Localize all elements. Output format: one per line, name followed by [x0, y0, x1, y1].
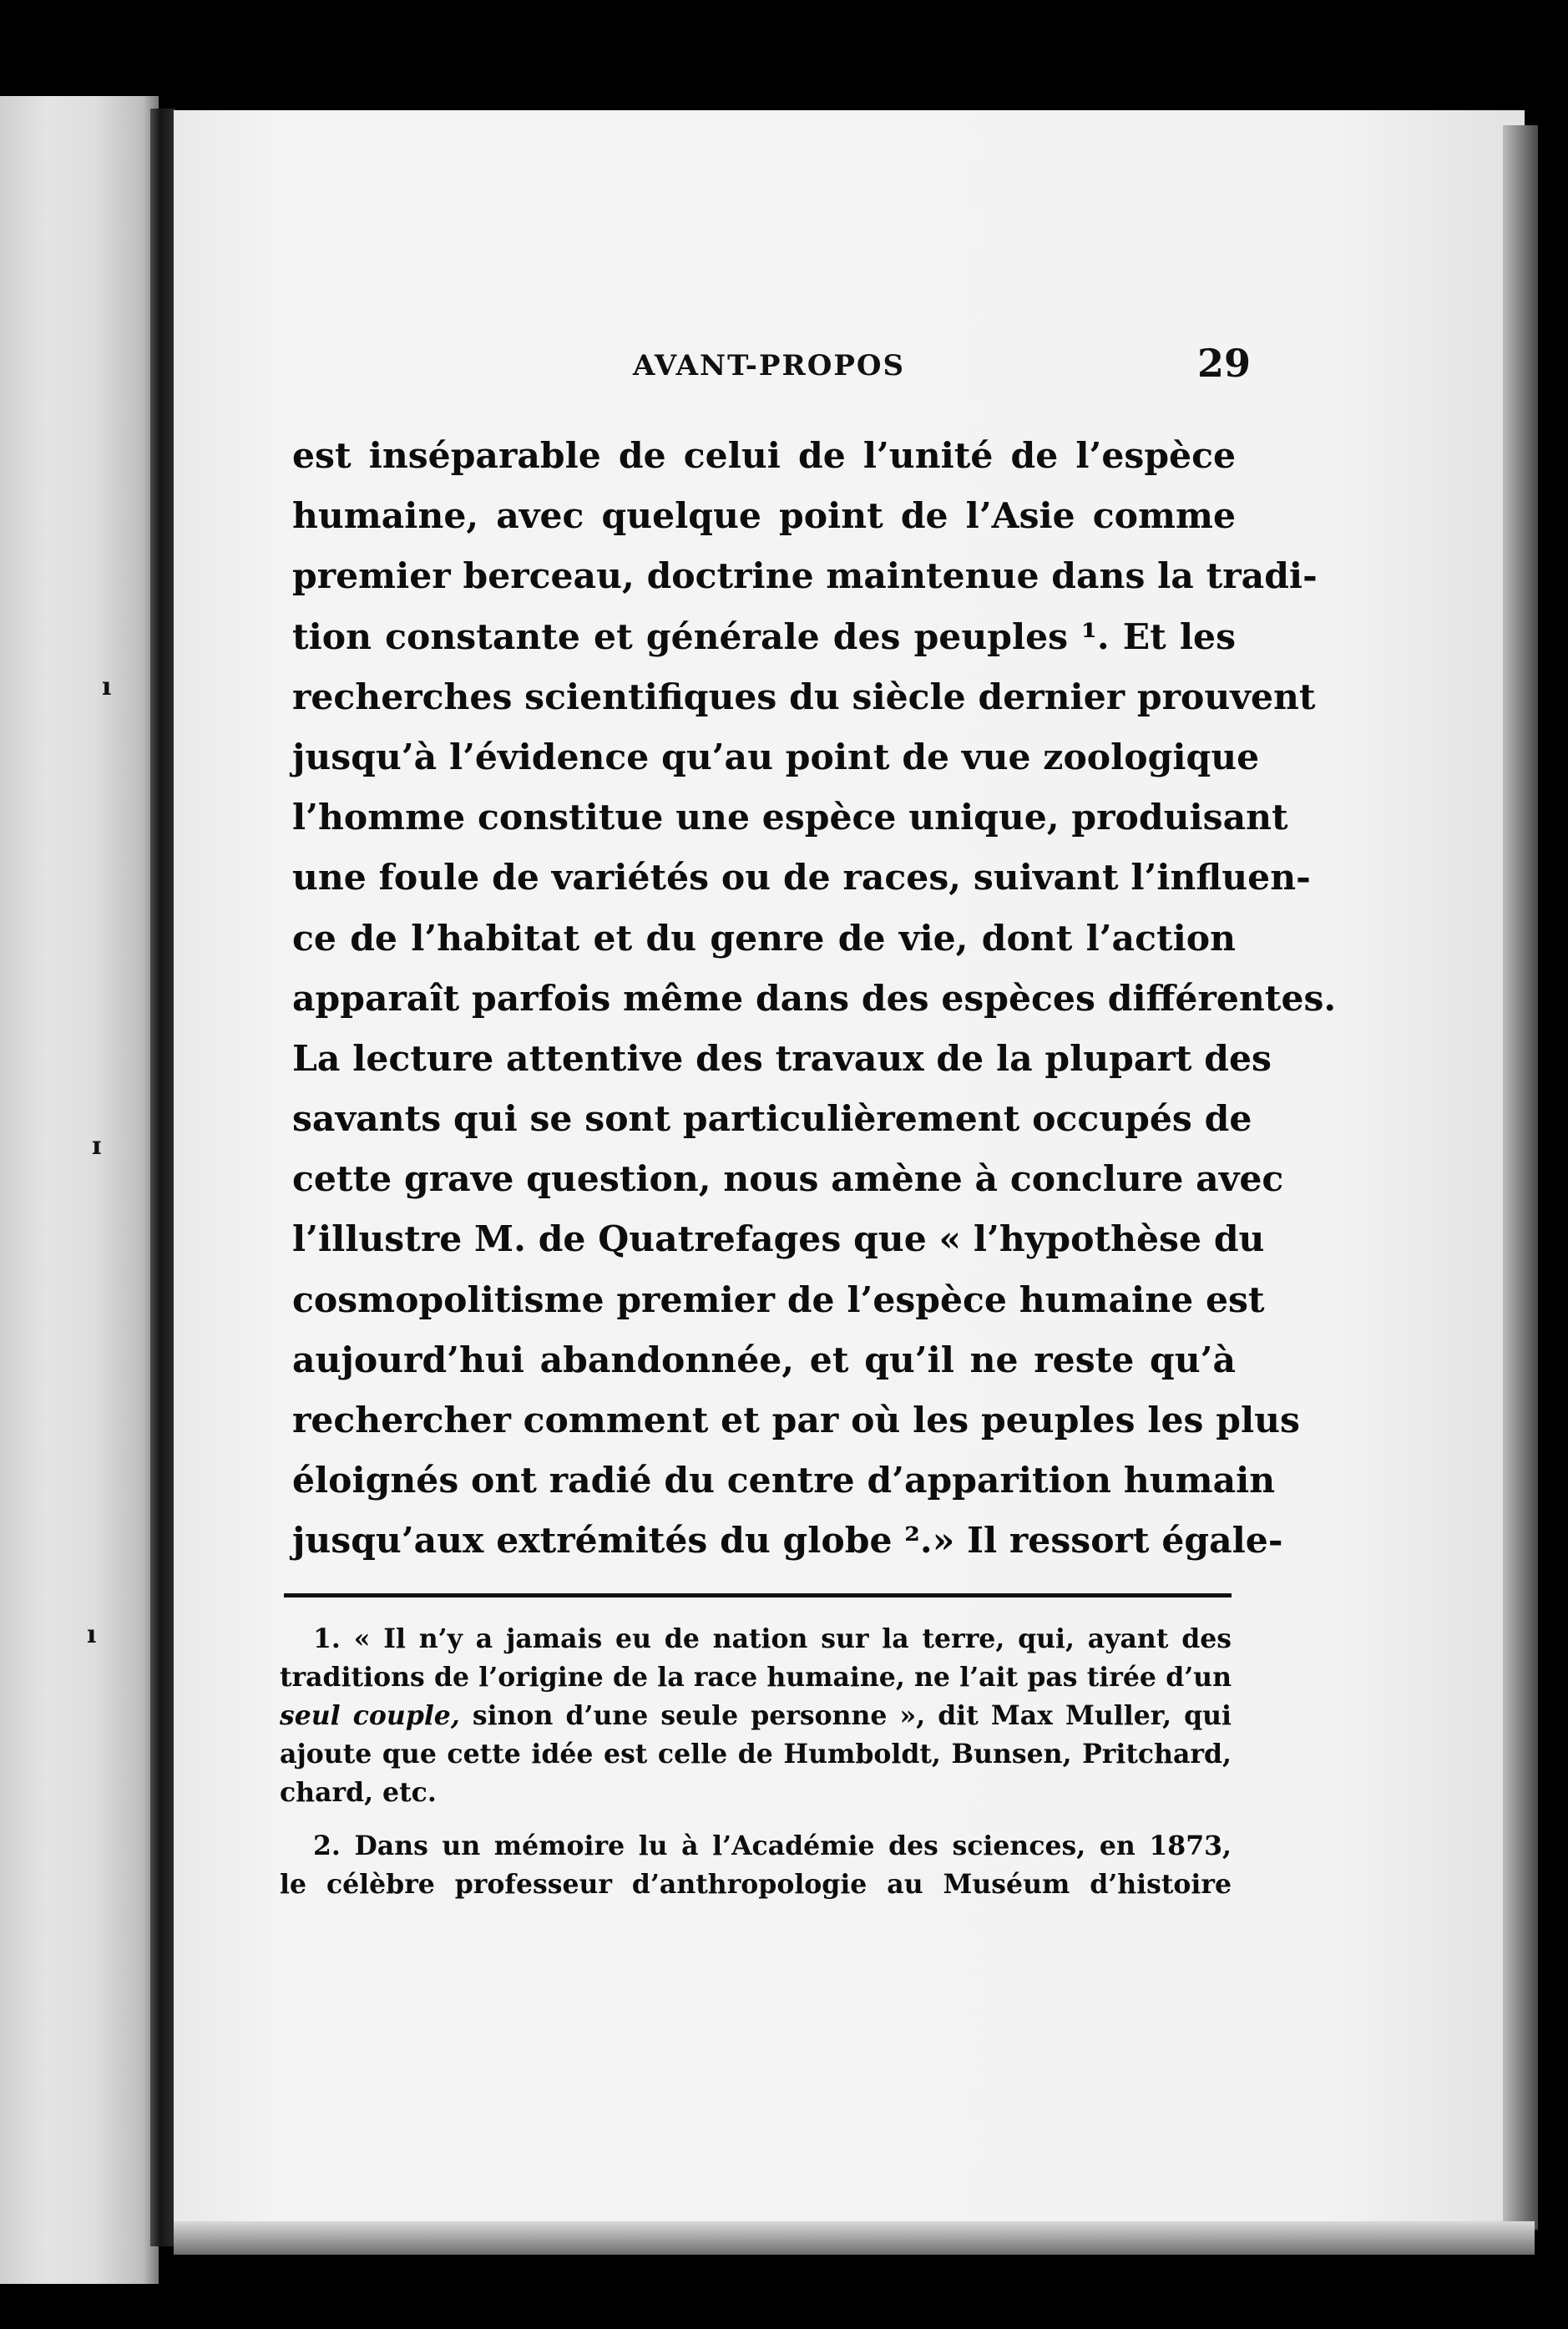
footnote-text: sinon d’une seule personne », dit Max Muller, qui: [459, 1700, 1232, 1731]
footnotes: [280, 1620, 1232, 1904]
footnote-rule: [284, 1593, 1232, 1597]
margin-speck: ı: [87, 1620, 97, 1649]
text-line: La lecture attentive des travaux de la plupart des: [292, 1037, 1272, 1080]
margin-speck: ı: [102, 672, 112, 701]
running-head: AVANT-PROPOS: [633, 349, 906, 382]
footnote-line: 1. « Il n’y a jamais eu de nation sur la terre, qui, ayant des: [313, 1623, 1232, 1654]
footnote-italic: seul couple,: [280, 1700, 460, 1731]
page-header: [282, 334, 1251, 392]
text-line: tion constante et générale des peuples ¹. Et les: [292, 615, 1236, 658]
text-line: premier berceau, doctrine maintenue dans la tradi-: [292, 555, 1318, 598]
page-bottom-edge: [174, 2221, 1535, 2255]
text-line: l’illustre M. de Quatrefages que « l’hypothèse du: [292, 1218, 1265, 1261]
page-number: 29: [1196, 341, 1251, 386]
text-line: savants qui se sont particulièrement occupés de: [292, 1098, 1252, 1141]
footnote-2: [280, 1827, 1232, 1904]
text-line: l’homme constitue une espèce unique, produisant: [292, 797, 1288, 839]
text-line: une foule de variétés ou de races, suivant l’influen-: [292, 857, 1311, 899]
margin-speck: ɪ: [92, 1132, 102, 1161]
footnote-line: 2. Dans un mémoire lu à l’Académie des sciences, en 1873,: [313, 1830, 1232, 1861]
footnote-line: [280, 1697, 1232, 1735]
text-line: cette grave question, nous amène à conclure avec: [292, 1158, 1284, 1201]
text-line: jusqu’aux extrémités du globe ².» Il ressort égale-: [292, 1520, 1283, 1562]
text-line: éloignés ont radié du centre d’apparition humain: [292, 1460, 1276, 1502]
book-spine: [150, 109, 175, 2246]
text-line: jusqu’à l’évidence qu’au point de vue zoologique: [292, 736, 1260, 778]
footnote-line: ajoute que cette idée est celle de Humboldt, Bunsen, Pritchard,: [280, 1739, 1232, 1770]
footnote-line: chard, etc.: [280, 1777, 437, 1808]
text-line: rechercher comment et par où les peuples les plus: [292, 1400, 1300, 1441]
text-line: recherches scientifiques du siècle dernier prouvent: [292, 676, 1316, 718]
text-line: est inséparable de celui de l’unité de l’espèce: [292, 435, 1236, 477]
footnote-1: [280, 1620, 1232, 1812]
text-line: apparaît parfois même dans des espèces différentes.: [292, 977, 1337, 1020]
body-text: [292, 426, 1337, 1572]
footnote-line: traditions de l’origine de la race humaine, ne l’ait pas tirée d’un: [280, 1662, 1232, 1693]
text-line: ce de l’habitat et du genre de vie, dont l’action: [292, 917, 1236, 959]
facing-page-edge: [0, 96, 159, 2284]
text-line: cosmopolitisme premier de l’espèce humaine est: [292, 1278, 1265, 1321]
footnote-line: le célèbre professeur d’anthropologie au Muséum d’histoire: [280, 1869, 1232, 1900]
text-line: humaine, avec quelque point de l’Asie comme: [292, 495, 1236, 538]
page-edge-shadow: [1503, 125, 1538, 2230]
text-line: aujourd’hui abandonnée, et qu’il ne reste qu’à: [292, 1339, 1236, 1381]
